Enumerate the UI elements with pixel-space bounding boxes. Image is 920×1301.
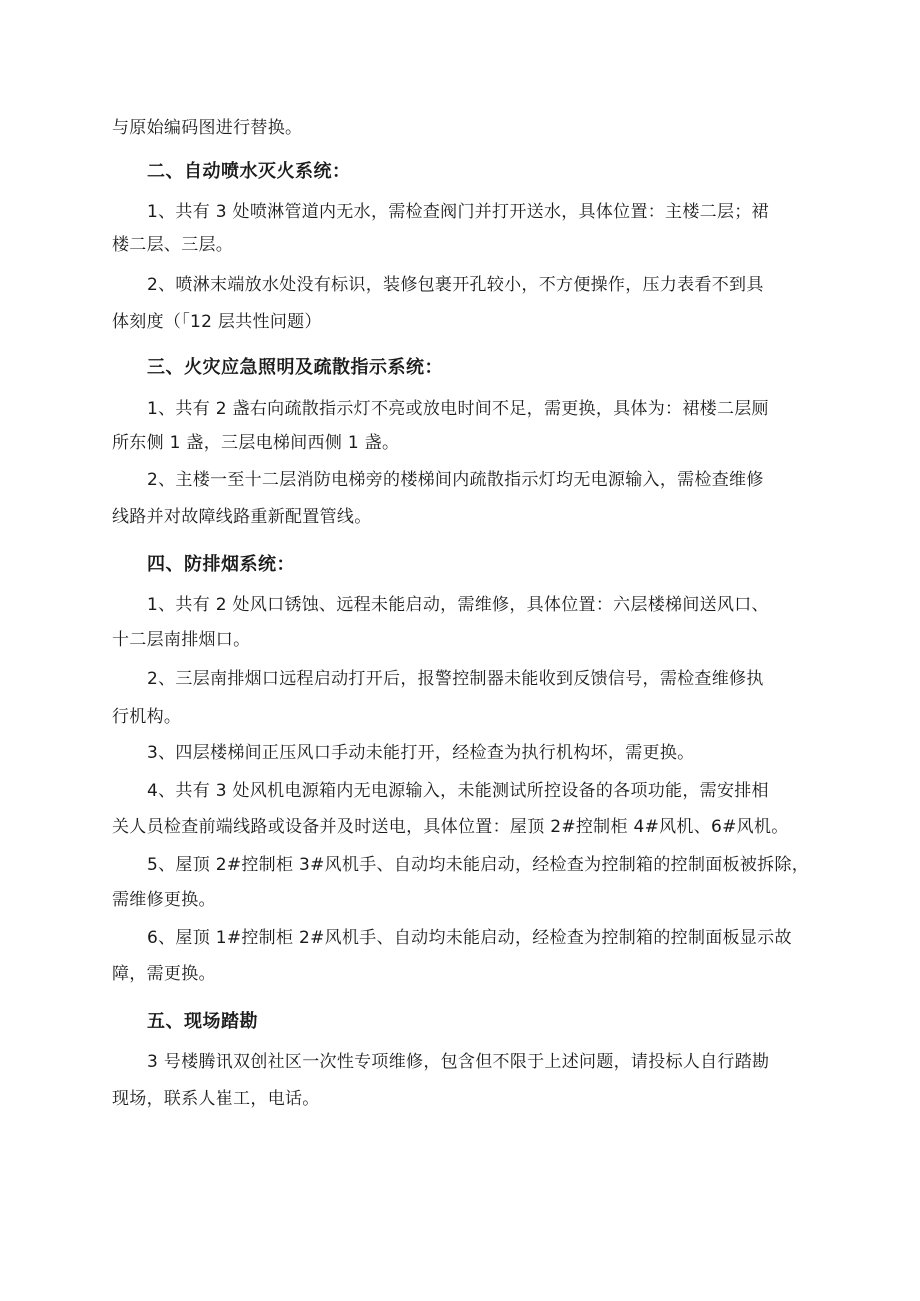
paragraph-line: 5、屋顶 2#控制柜 3#风机手、自动均未能启动，经检查为控制箱的控制面板被拆除， <box>147 855 810 875</box>
paragraph-line: 3 号楼腾讯双创社区一次性专项维修，包含但不限于上述问题，请投标人自行踏勘 <box>147 1052 770 1072</box>
paragraph-line: 3、四层楼梯间正压风口手动未能打开，经检查为执行机构坏，需更换。 <box>147 743 695 763</box>
paragraph-line: 2、三层南排烟口远程启动打开后，报警控制器未能收到反馈信号，需检查维修执 <box>147 669 764 689</box>
paragraph-line: 关人员检查前端线路或设备并及时送电，具体位置：屋顶 2#控制柜 4#风机、6#风机。 <box>112 817 789 837</box>
paragraph-line: 1、共有 2 盏右向疏散指示灯不亮或放电时间不足，需更换，具体为：裙楼二层厕 <box>147 399 769 419</box>
paragraph-line: 4、共有 3 处风机电源箱内无电源输入，未能测试所控设备的各项功能，需安排相 <box>147 781 769 801</box>
paragraph-line: 2、主楼一至十二层消防电梯旁的楼梯间内疏散指示灯均无电源输入，需检查维修 <box>147 470 764 490</box>
section-heading-sprinkler: 二、自动喷水灭火系统： <box>147 161 351 182</box>
paragraph-line: 6、屋顶 1#控制柜 2#风机手、自动均未能启动，经检查为控制箱的控制面板显示故 <box>147 928 792 948</box>
section-heading-site-survey: 五、现场踏勘 <box>147 1011 258 1032</box>
paragraph-line: 需维修更换。 <box>112 890 216 910</box>
paragraph-line: 2、喷淋末端放水处没有标识，装修包裹开孔较小，不方便操作，压力表看不到具 <box>147 275 764 295</box>
paragraph-line: 障，需更换。 <box>112 964 216 984</box>
paragraph-line: 1、共有 3 处喷淋管道内无水，需检查阀门并打开送水，具体位置：主楼二层；裙 <box>147 202 769 222</box>
section-heading-smoke-control: 四、防排烟系统： <box>147 554 295 575</box>
paragraph-line: 线路并对故障线路重新配置管线。 <box>112 507 372 527</box>
paragraph-line: 楼二层、三层。 <box>112 235 234 255</box>
paragraph-line: 行机构。 <box>112 707 182 727</box>
section-heading-emergency-lighting: 三、火灾应急照明及疏散指示系统： <box>147 357 443 378</box>
paragraph-line: 现场，联系人崔工，电话。 <box>112 1089 320 1109</box>
paragraph-line: 1、共有 2 处风口锈蚀、远程未能启动，需维修，具体位置：六层楼梯间送风口、 <box>147 595 769 615</box>
paragraph-line: 十二层南排烟口。 <box>112 630 251 650</box>
paragraph-line: 体刻度（「12 层共性问题） <box>112 312 322 332</box>
paragraph-line: 所东侧 1 盏，三层电梯间西侧 1 盏。 <box>112 433 400 453</box>
intro-text: 与原始编码图进行替换。 <box>112 118 303 138</box>
